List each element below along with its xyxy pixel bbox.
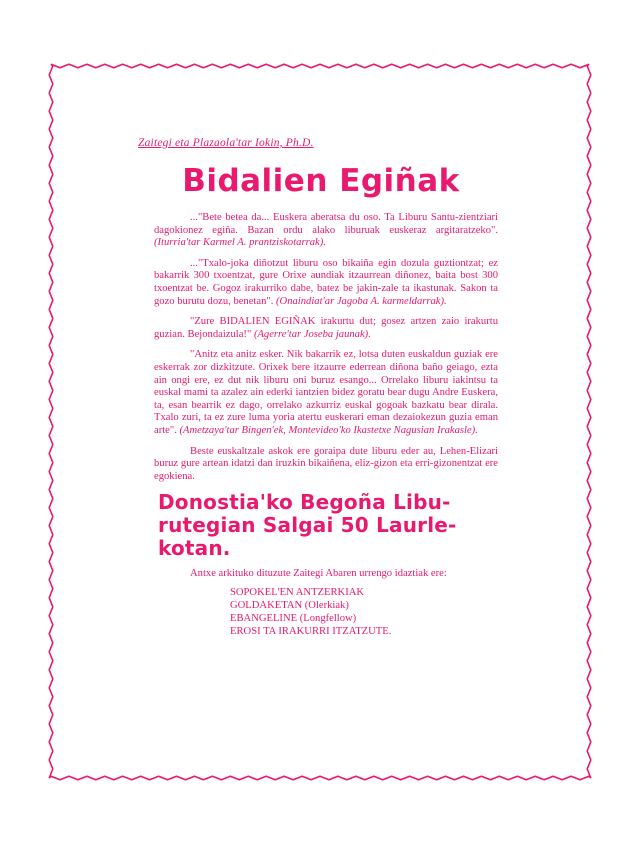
author-line: Zaitegi eta Plazaola'tar Iokin, Ph.D. xyxy=(138,137,314,149)
banner-line-3: kotan. xyxy=(158,536,231,561)
testimonial-text: ..."Bete betea da... Euskera aberatsa du oso. Ta Liburu Santu-zientziari dagokionez egiña. Bazan ordu alako liburuak euskeraz argitaratzeko". xyxy=(154,212,498,236)
list-item: EBANGELINE (Longfellow) xyxy=(230,612,357,624)
banner-line-2: rutegian Salgai 50 Laurle- xyxy=(158,513,457,538)
closing-text: Beste euskaltzale askok ere goraipa dute liburu eder au, Lehen-Elizari buruz gure artean idatzi dan iruzkin bikaiñena, eliz-gizon eta erri-gizonentzat ere egokiena. xyxy=(154,445,498,482)
testimonial-1 xyxy=(138,212,504,250)
testimonial-source: (Ametzaya'tar Bingen'ek, Montevideo'ko Ikastetxe Nagusian Irakasle). xyxy=(179,424,478,436)
list-item: SOPOKEL'EN ANTZERKIAK xyxy=(230,586,365,598)
testimonial-text: "Zure BIDALIEN EGIÑAK irakurtu dut; gosez artzen zaio irakurtu guzian. Bejondaizula!" xyxy=(154,316,498,340)
testimonial-3 xyxy=(138,316,504,341)
page-title: Bidalien Egiñak xyxy=(182,163,460,199)
list-item: GOLDAKETAN (Olerkiak) xyxy=(230,599,349,611)
banner-line-1: Donostia'ko Begoña Libu- xyxy=(158,490,451,515)
testimonial-text: "Anitz eta anitz esker. Nik bakarrik ez, lotsa duten euskaldun guziak ere eskerrak zor dizkitzute. Orixek bere itzaurre ederrean diñona baño geiago, ezta ain ongi ere, ez dut nik liburu oni buruz esango... Orrelako liburu iakintsu ta euskal mami ta azalez ain ederki iantzien bidez goratu bear dugu Andre Euskera, ta, esan bearrik ez dago, orrelako azkurriz euskal gogoak bazkatu bear dirala. Txalo zuri, ta ez zure luma yoria atertu euskerari eman dezaiokezun guzia eman arte". xyxy=(154,349,498,436)
closing-paragraph xyxy=(138,446,504,484)
main-content xyxy=(138,136,504,638)
testimonial-source: (Iturria'tar Karmel A. prantziskotarrak). xyxy=(154,237,326,249)
testimonial-4 xyxy=(138,349,504,437)
upcoming-intro: Antxe arkituko dituzute Zaitegi Abaren urrengo idaztiak ere: xyxy=(190,568,447,580)
testimonial-source: (Agerre'tar Joseba jaunak). xyxy=(253,328,371,340)
list-item: EROSI TA IRAKURRI ITZATZUTE. xyxy=(230,625,392,637)
testimonial-source: (Onaindiat'ar Jagoba A. karmeldarrak). xyxy=(276,295,447,307)
testimonial-text: ..."Txalo-joka diñotzut liburu oso bikaiña egin dozula guztiontzat; ez bakarrik 300 txoentzat, gure Orixe aundiak itzaurrean diñonez, baita bost 300 txoentzat be. Gogoz irakurriko dabe, batez be jakin-zale ta ikastunak. Sakon ta gozo burutu dozu, benetan". xyxy=(154,257,498,307)
testimonial-2 xyxy=(138,258,504,308)
sale-banner xyxy=(138,491,504,560)
upcoming-books-list xyxy=(230,586,504,638)
